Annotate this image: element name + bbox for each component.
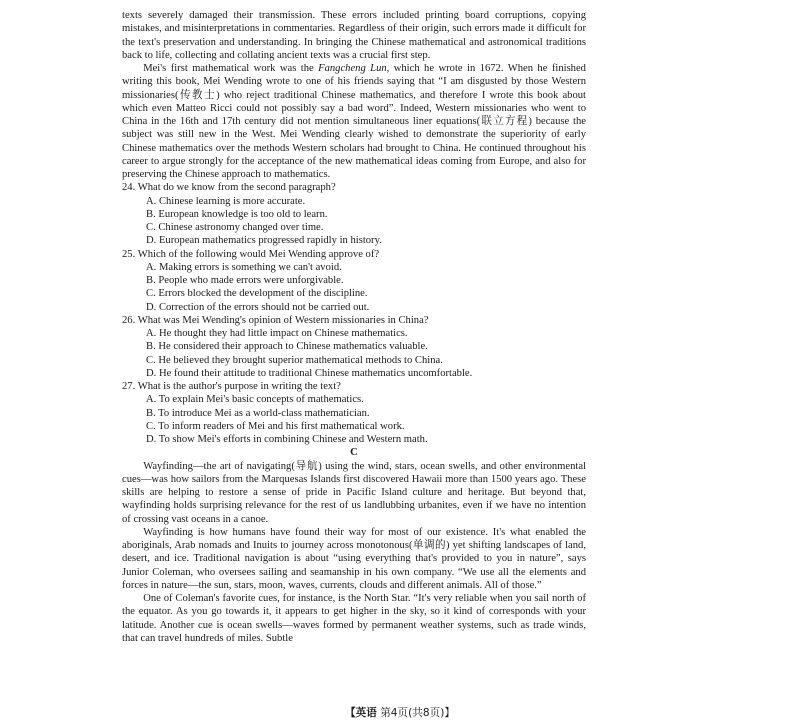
option-d: D. He found their attitude to traditional Chinese mathematics uncomfortable. <box>146 367 473 379</box>
question-stem: 25. Which of the following would Mei Wending approve of? <box>122 248 380 260</box>
question-stem: 26. What was Mei Wending's opinion of Western missionaries in China? <box>122 314 429 326</box>
option-d: D. To show Mei's efforts in combining Chinese and Western math. <box>146 434 428 445</box>
question-27 <box>122 380 586 446</box>
option-a: A. Chinese learning is more accurate. <box>146 195 306 207</box>
option-b: B. He considered their approach to Chinese mathematics valuable. <box>146 341 428 353</box>
question-25 <box>122 248 586 314</box>
option-b: B. To introduce Mei as a world-class mathematician. <box>146 407 370 419</box>
option-c: C. He believed they brought superior mathematical methods to China. <box>146 354 443 366</box>
footer-page-info: 第4页(共8页)】 <box>380 707 455 719</box>
option-a: A. He thought they had little impact on Chinese mathematics. <box>146 328 408 339</box>
passage-c-paragraph-1: Wayfinding—the art of navigating(导航) using the wind, stars, ocean swells, and other environmental cues—was how sailors from the Marquesas Islands first discovered Hawaii more than 1500 years ago. These skills are helping to restore a sense of pride in Pacific Island culture and heritage. But beyond that, wayfinding holds surprising relevance for the rest of us landlubbing urbanites, even if we have no intention of crossing vast oceans in a canoe. <box>122 460 586 525</box>
book-title: Fangcheng Lun <box>318 63 387 74</box>
question-stem: 27. What is the author's purpose in writing the text? <box>122 381 341 392</box>
option-a: A. To explain Mei's basic concepts of mathematics. <box>146 394 364 406</box>
exam-page-body <box>122 9 586 645</box>
section-c-heading: C <box>350 447 358 459</box>
question-stem: 24. What do we know from the second paragraph? <box>122 182 336 194</box>
paragraph-2-text-b: , which he wrote in 1672. When he finished writing this book, Mei Wending wrote to one of his friends saying that “I am disgusted by those Western missionaries(传教士) who reject traditional Chinese mathematics, and therefore I wrote this book about which even Matteo Ricci could not possibly say a bad word”. Indeed, Western missionaries who went to China in the 16th and 17th century did not mention simultaneous liner equations(联立方程) because the subject was still new in the West. Mei Wending clearly wished to demonstrate the superiority of early Chinese mathematics over the methods Western scholars had brought to China. He continued throughout his career to argue strongly for the acceptance of the new mathematical ideas coming from Europe, and also for preserving the Chinese approach to mathematics. <box>122 63 586 180</box>
option-c: C. To inform readers of Mei and his first mathematical work. <box>146 420 405 432</box>
passage-c-paragraph-3: One of Coleman's favorite cues, for instance, is the North Star. “It's very reliable when you sail north of the equator. As you go towards it, it appears to get higher in the sky, so it kind of corresponds with your latitude. Another cue is ocean swells—waves formed by permanent weather systems, such as trade winds, that can travel hundreds of miles. Subtle <box>122 593 586 644</box>
option-d: D. Correction of the errors should not be carried out. <box>146 301 370 313</box>
option-a: A. Making errors is something we can't avoid. <box>146 261 342 273</box>
question-24 <box>122 181 586 247</box>
page-footer <box>0 705 800 720</box>
passage-b-paragraph-1-tail: texts severely damaged their transmission. These errors included printing board corruptions, copying mistakes, and misinterpretations in commentaries. Regardless of their origin, such errors made it difficult for the text's preservation and understanding. In bringing the Chinese mathematical and astronomical traditions back to life, collecting and collating ancient texts was a crucial first step. <box>122 10 586 61</box>
passage-b-paragraph-2 <box>122 62 586 181</box>
passage-c-paragraph-2: Wayfinding is how humans have found their way for most of our existence. It's what enabled the aboriginals, Arab nomads and Inuits to journey across monotonous(单调的) yet shifting landscapes of land, desert, and ice. Traditional navigation is about “using everything that's provided to you in nature”, says Junior Coleman, who oversees sailing and seamanship in his own company. “We use all the elements and forces in nature—the sun, stars, moon, waves, currents, clouds and different animals. All of those.” <box>122 526 586 591</box>
footer-subject: 【英语 <box>345 707 377 719</box>
option-b: B. European knowledge is too old to learn. <box>146 208 328 220</box>
question-26 <box>122 314 586 380</box>
option-d: D. European mathematics progressed rapidly in history. <box>146 235 382 247</box>
paragraph-2-text-a: Mei's first mathematical work was the <box>143 63 319 74</box>
option-c: C. Chinese astronomy changed over time. <box>146 222 324 233</box>
option-b: B. People who made errors were unforgivable. <box>146 275 344 286</box>
option-c: C. Errors blocked the development of the discipline. <box>146 288 368 300</box>
